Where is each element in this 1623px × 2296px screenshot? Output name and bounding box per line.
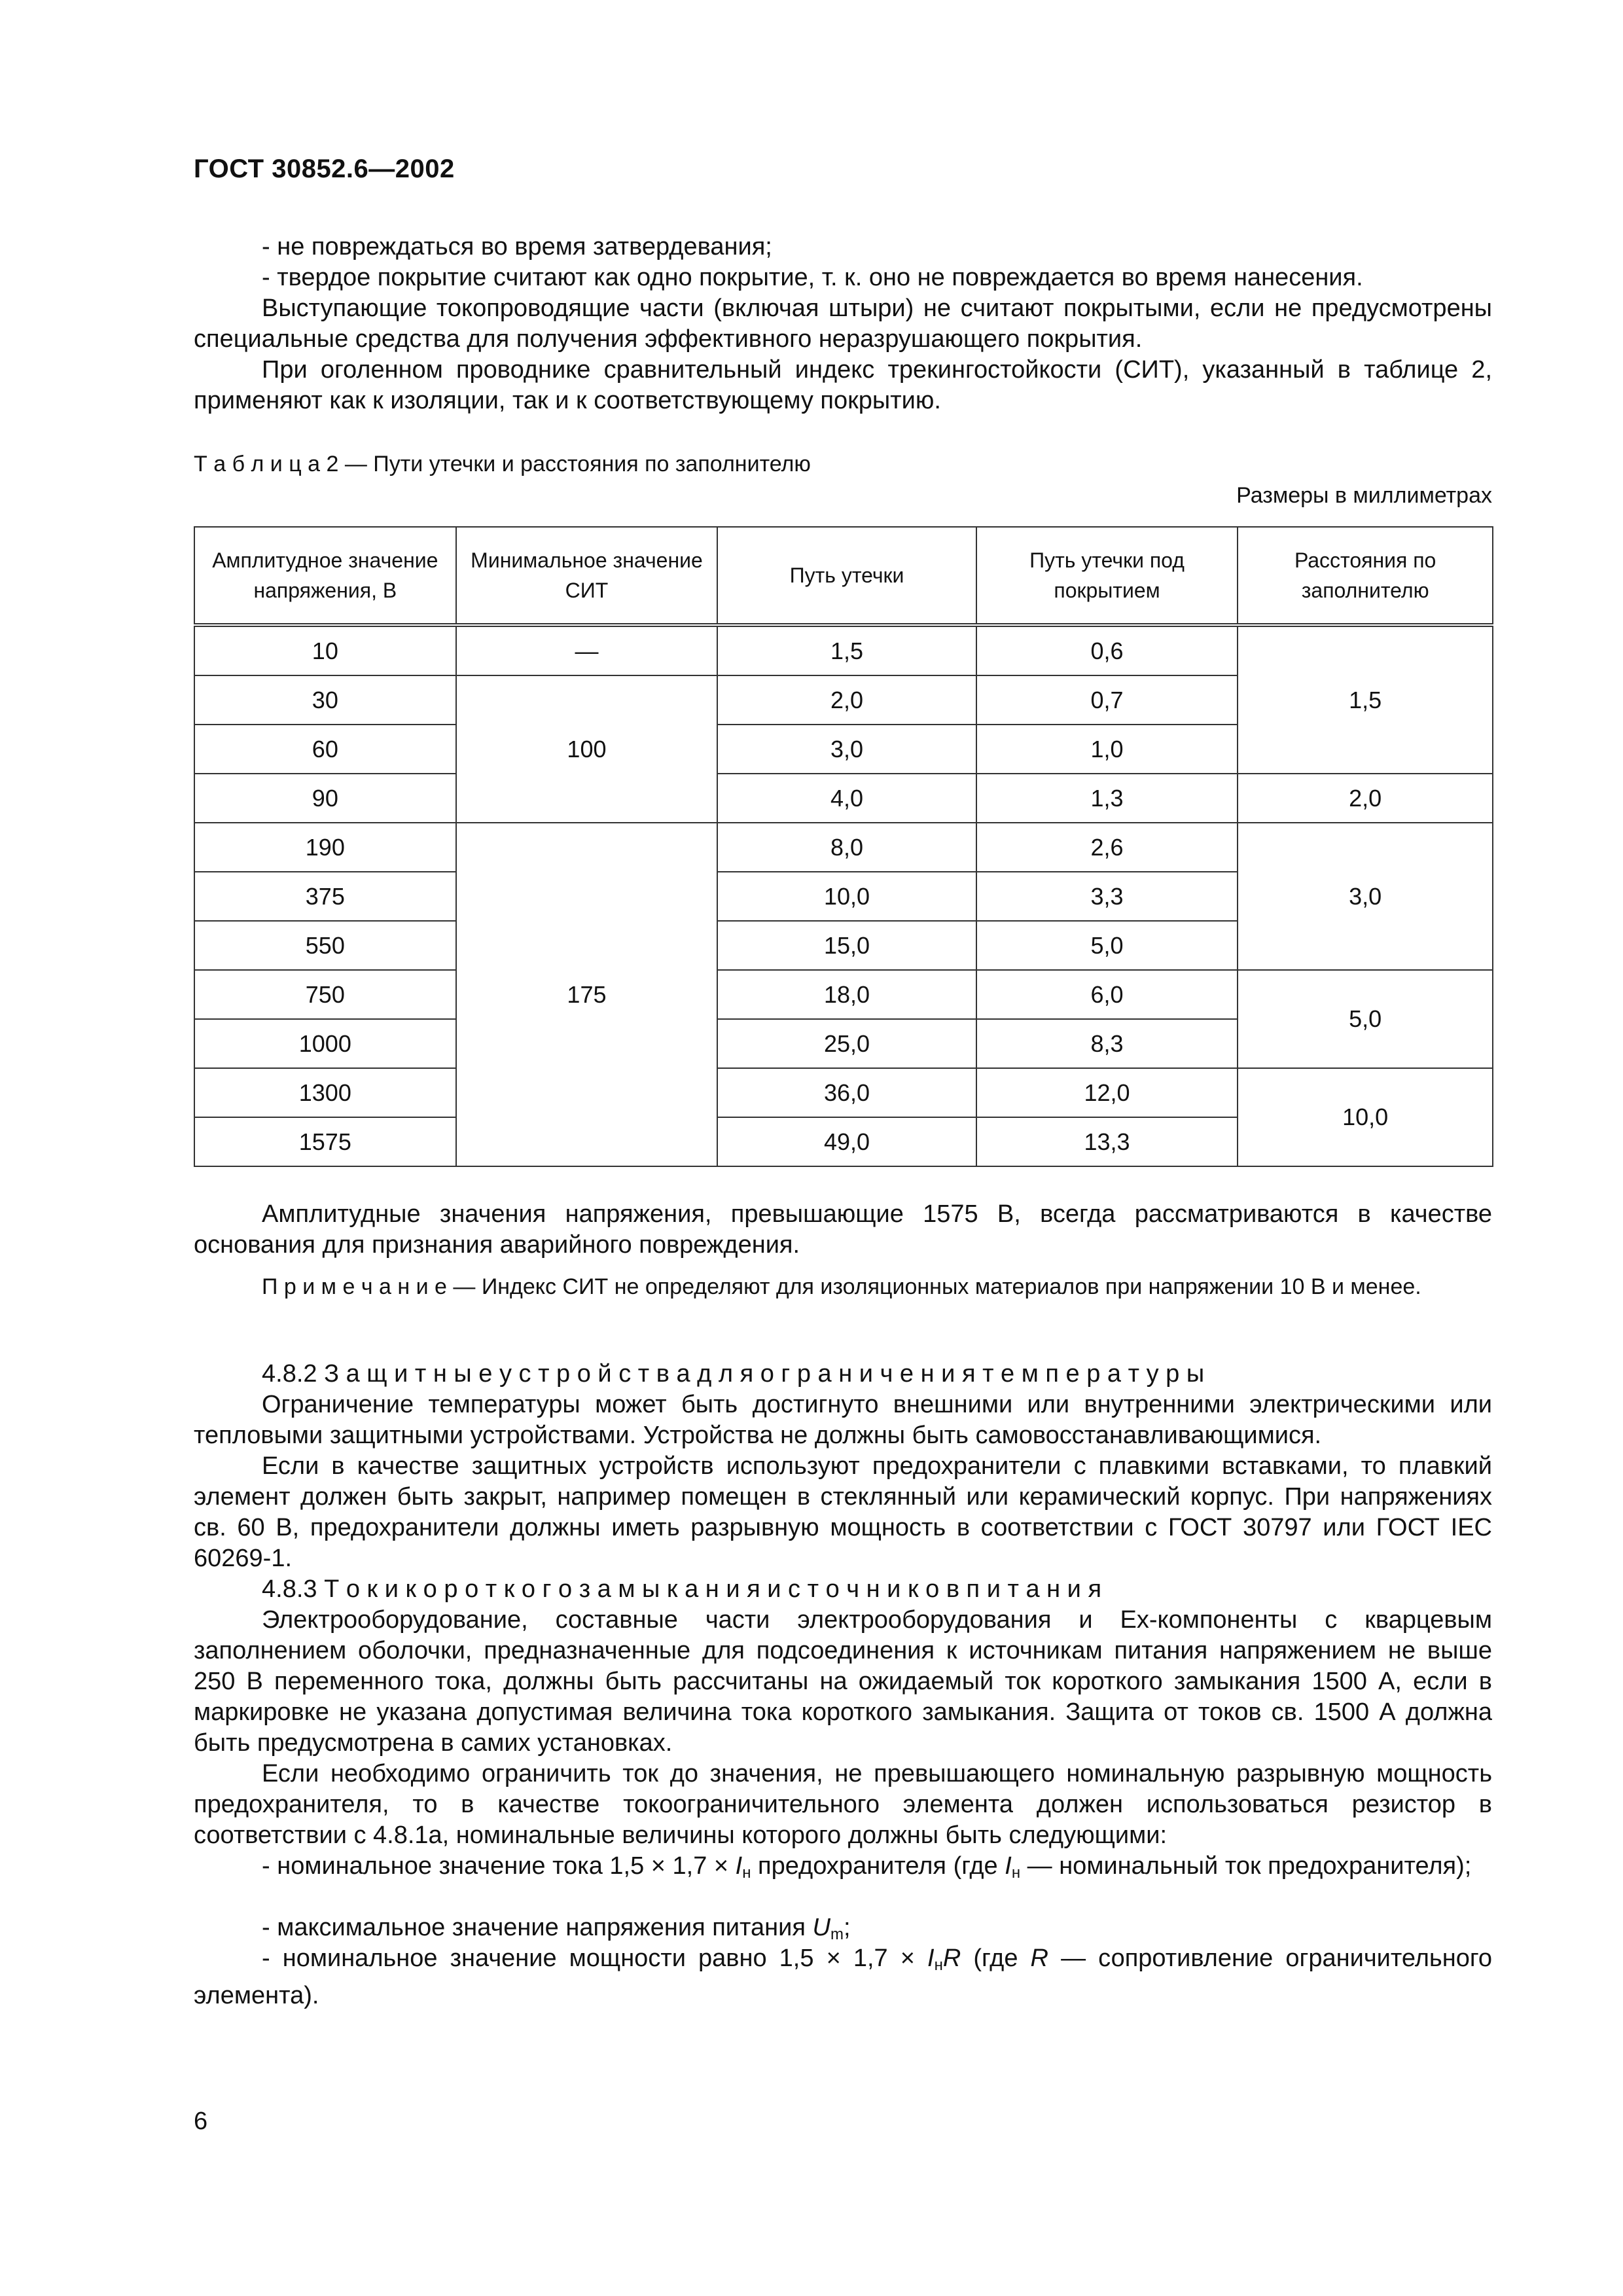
cell-voltage: 30 xyxy=(194,675,456,725)
cell-voltage: 10 xyxy=(194,625,456,675)
list-text: - номинальное значение мощности равно 1,5 × 1,7 × xyxy=(262,1945,927,1972)
document-header: ГОСТ 30852.6—2002 xyxy=(194,154,455,183)
cell-filler-distance: 5,0 xyxy=(1238,970,1493,1068)
list-text: - максимальное значение напряжения питания xyxy=(262,1914,813,1941)
cell-under-coating: 8,3 xyxy=(976,1019,1238,1068)
table-row xyxy=(194,625,1493,675)
voltage-symbol: U xyxy=(812,1914,830,1941)
cell-creepage: 2,0 xyxy=(717,675,976,725)
cell-creepage: 8,0 xyxy=(717,823,976,872)
cell-creepage: 4,0 xyxy=(717,774,976,823)
paragraph: Если необходимо ограничить ток до значения, не превышающего номинальную разрывную мощность предохранителя, то в качестве токоограничительного элемента должен использоваться резистор в соответствии с 4.8.1а, номинальные величины которого должны быть следующими: xyxy=(194,1760,1492,1849)
cell-creepage: 3,0 xyxy=(717,725,976,774)
cell-under-coating: 5,0 xyxy=(976,921,1238,970)
voltage-subscript: m xyxy=(830,1926,844,1943)
cell-voltage: 1575 xyxy=(194,1117,456,1166)
header-under-coating: Путь утечки под покрытием xyxy=(976,527,1238,625)
cell-under-coating: 13,3 xyxy=(976,1117,1238,1166)
cell-under-coating: 2,6 xyxy=(976,823,1238,872)
paragraph: Амплитудные значения напряжения, превышающие 1575 В, всегда рассматриваются в качестве основания для признания аварийного повреждения. xyxy=(194,1200,1492,1259)
table-row xyxy=(194,823,1493,872)
cell-cti: 100 xyxy=(456,675,718,823)
paragraph: Если в качестве защитных устройств используют предохранители с плавкими вставками, то плавкий элемент должен быть закрыт, например помещен в стеклянный или керамический корпус. При напряжениях св. 60 В, предохранители должны иметь разрывную мощность в соответствии с ГОСТ 30797 или ГОСТ IEC 60269-1. xyxy=(194,1452,1492,1572)
paragraph: Выступающие токопроводящие части (включая штыри) не считают покрытыми, если не предусмотрены специальные средства для получения эффективного неразрушающего покрытия. xyxy=(194,295,1492,353)
cell-creepage: 49,0 xyxy=(717,1117,976,1166)
current-subscript: н xyxy=(1011,1864,1021,1882)
resistance-symbol: R xyxy=(1030,1945,1048,1972)
current-symbol: I xyxy=(1005,1852,1012,1880)
cell-filler-distance: 1,5 xyxy=(1238,625,1493,774)
cell-voltage: 60 xyxy=(194,725,456,774)
paragraph: Ограничение температуры может быть достигнуто внешними или внутренними электрическими или тепловыми защитными устройствами. Устройства не должны быть самовосстанавливающимися. xyxy=(194,1391,1492,1449)
paragraph: - не повреждаться во время затвердевания; xyxy=(262,233,772,260)
table-units: Размеры в миллиметрах xyxy=(1236,483,1492,508)
cell-voltage: 90 xyxy=(194,774,456,823)
list-text: - номинальное значение тока 1,5 × 1,7 × xyxy=(262,1852,736,1880)
cell-voltage: 375 xyxy=(194,872,456,921)
cell-under-coating: 6,0 xyxy=(976,970,1238,1019)
cell-under-coating: 1,0 xyxy=(976,725,1238,774)
header-voltage: Амплитудное значение напряжения, В xyxy=(194,527,456,625)
cell-voltage: 1000 xyxy=(194,1019,456,1068)
current-symbol: I xyxy=(927,1945,935,1972)
list-text: — сопротивление ограничительного элемента). xyxy=(194,1945,1492,2009)
table-row xyxy=(194,970,1493,1019)
current-subscript: н xyxy=(934,1956,943,1974)
table-caption: Т а б л и ц а 2 — Пути утечки и расстояния по заполнителю xyxy=(194,452,811,476)
list-item xyxy=(194,1943,1492,2011)
paragraph: При оголенном проводнике сравнительный индекс трекингостойкости (СИТ), указанный в таблице 2, применяют как к изоляции, так и к соответствующему покрытию. xyxy=(194,356,1492,414)
table-row xyxy=(194,1068,1493,1117)
cell-cti: 175 xyxy=(456,823,718,1166)
cell-creepage: 10,0 xyxy=(717,872,976,921)
list-text: (где xyxy=(961,1945,1031,1972)
cell-filler-distance: 10,0 xyxy=(1238,1068,1493,1166)
paragraph: Электрооборудование, составные части электрооборудования и Ех-компоненты с кварцевым заполнением оболочки, предназначенные для подсоединения к источникам питания напряжением не выше 250 В переменного тока, должны быть рассчитаны на ожидаемый ток короткого замыкания 1500 А, если в маркировке не указана допустимая величина тока короткого замыкания. Защита от токов св. 1500 А должна быть предусмотрена в самих установках. xyxy=(194,1606,1492,1757)
cell-creepage: 36,0 xyxy=(717,1068,976,1117)
cell-filler-distance: 2,0 xyxy=(1238,774,1493,823)
cell-cti: — xyxy=(456,625,718,675)
table-note: П р и м е ч а н и е — Индекс СИТ не определяют для изоляционных материалов при напряжении 10 В и менее. xyxy=(262,1274,1421,1299)
cell-creepage: 1,5 xyxy=(717,625,976,675)
cell-voltage: 550 xyxy=(194,921,456,970)
cell-voltage: 190 xyxy=(194,823,456,872)
cell-creepage: 25,0 xyxy=(717,1019,976,1068)
cell-under-coating: 0,7 xyxy=(976,675,1238,725)
cell-filler-distance: 3,0 xyxy=(1238,823,1493,970)
current-subscript: н xyxy=(742,1864,751,1882)
list-text: — номинальный ток предохранителя); xyxy=(1020,1852,1472,1880)
paragraph: - твердое покрытие считают как одно покрытие, т. к. оно не повреждается во время нанесения. xyxy=(262,264,1363,291)
header-cti: Минимальное значение СИТ xyxy=(456,527,718,625)
page-number: 6 xyxy=(194,2108,208,2135)
cell-creepage: 15,0 xyxy=(717,921,976,970)
table-row xyxy=(194,774,1493,823)
list-text: предохранителя (где xyxy=(751,1852,1005,1880)
table-header-row xyxy=(194,527,1493,625)
list-item xyxy=(194,1851,1492,1888)
list-text: ; xyxy=(843,1914,851,1941)
header-filler-distance: Расстояния по заполнителю xyxy=(1238,527,1493,625)
cell-voltage: 1300 xyxy=(194,1068,456,1117)
cell-under-coating: 1,3 xyxy=(976,774,1238,823)
header-creepage: Путь утечки xyxy=(717,527,976,625)
section-title-4-8-3: 4.8.3 Т о к и к о р о т к о г о з а м ы к а н и я и с т о ч н и к о в п и т а н и я xyxy=(262,1575,1102,1603)
cell-creepage: 18,0 xyxy=(717,970,976,1019)
section-title-4-8-2: 4.8.2 З а щ и т н ы е у с т р о й с т в а д л я о г р а н и ч е н и я т е м п е р а т у р ы xyxy=(262,1360,1205,1388)
cell-under-coating: 12,0 xyxy=(976,1068,1238,1117)
cell-voltage: 750 xyxy=(194,970,456,1019)
cell-under-coating: 3,3 xyxy=(976,872,1238,921)
resistance-symbol: R xyxy=(942,1945,961,1972)
creepage-table xyxy=(194,526,1493,1167)
current-symbol: I xyxy=(735,1852,743,1880)
cell-under-coating: 0,6 xyxy=(976,625,1238,675)
